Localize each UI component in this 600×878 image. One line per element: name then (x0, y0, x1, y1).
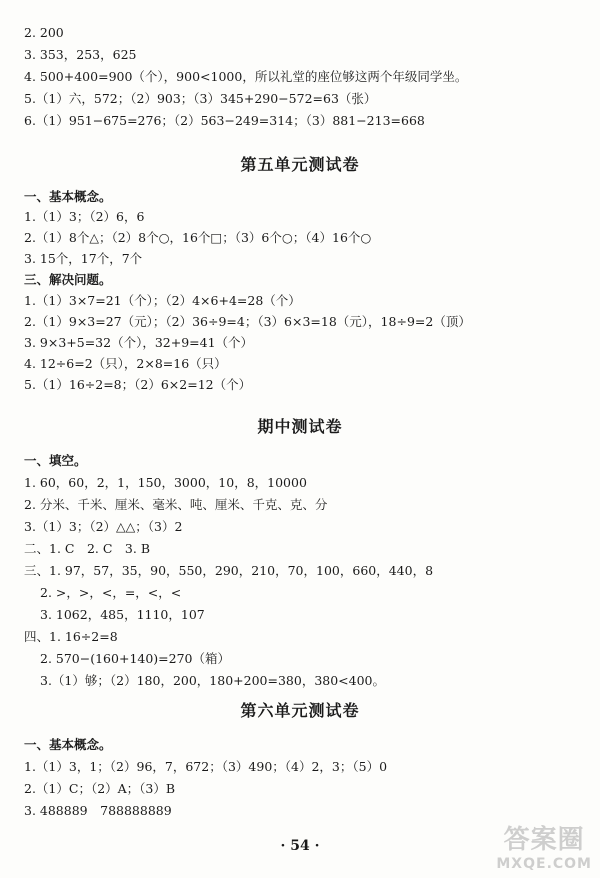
answer-line: 3. 1062，485，1110，107 (40, 607, 205, 622)
unit6-title: 第六单元测试卷 (240, 701, 360, 720)
answer-line: 2. >，>，<，=，<，< (40, 585, 182, 600)
answer-line: 二、1. C 2. C 3. B (24, 541, 151, 556)
watermark-title: 答案圈 (503, 825, 585, 855)
answer-line: 5.（1）六，572；（2）903；（3）345+290−572=63（张） (24, 91, 377, 106)
answer-line: 3. 488889 788888889 (24, 803, 172, 818)
answer-line: 4. 500+400=900（个），900<1000，所以礼堂的座位够这两个年级同学坐。 (24, 69, 468, 84)
watermark-logo (496, 819, 592, 872)
answer-line: 1.（1）3，1；（2）96，7，672；（3）490；（4）2，3；（5）0 (24, 759, 388, 774)
answer-line: 2.（1）9×3=27（元）；（2）36÷9=4；（3）6×3=18（元），18÷9=2（顶） (24, 314, 471, 329)
section-heading: 一、填空。 (24, 453, 87, 468)
answer-line: 3.（1）够；（2）180，200，180+200=380，380<400。 (40, 673, 386, 688)
answer-line: 2. 570−(160+140)=270（箱） (40, 651, 231, 666)
section-heading: 三、解决问题。 (24, 272, 112, 287)
page-number: · 54 · (280, 838, 320, 854)
unit5-title: 第五单元测试卷 (240, 155, 360, 174)
answer-line: 5.（1）16÷2=8；（2）6×2=12（个） (24, 377, 252, 392)
answer-line: 2.（1）C；（2）A；（3）B (24, 781, 176, 796)
answer-line: 3. 353，253，625 (24, 47, 137, 62)
answer-line: 四、1. 16÷2=8 (24, 629, 118, 644)
answer-line: 1.（1）3；（2）6，6 (24, 209, 145, 224)
answer-line: 4. 12÷6=2（只），2×8=16（只） (24, 356, 227, 371)
answer-line: 1.（1）3×7=21（个）；（2）4×6+4=28（个） (24, 293, 301, 308)
answer-line: 3. 15个，17个，7个 (24, 251, 143, 266)
answer-line: 2. 分米、千米、厘米、毫米、吨、厘米、千克、克、分 (24, 497, 328, 512)
watermark-url: MXQE.COM (496, 856, 592, 872)
answer-line: 2.（1）8个△；（2）8个○，16个□；（3）6个○；（4）16个○ (24, 230, 372, 245)
answer-line: 6.（1）951−675=276；（2）563−249=314；（3）881−213=668 (24, 113, 425, 128)
answer-line: 2. 200 (24, 25, 64, 40)
answer-line: 1. 60，60，2，1，150，3000，10，8，10000 (24, 475, 307, 490)
midterm-title: 期中测试卷 (257, 417, 343, 436)
answer-line: 3.（1）3；（2）△△；（3）2 (24, 519, 183, 534)
answer-line: 3. 9×3+5=32（个），32+9=41（个） (24, 335, 254, 350)
section-heading: 一、基本概念。 (24, 737, 112, 752)
section-heading: 一、基本概念。 (24, 189, 112, 204)
answer-line: 三、1. 97，57，35，90，550，290，210，70，100，660，440，8 (24, 563, 434, 578)
